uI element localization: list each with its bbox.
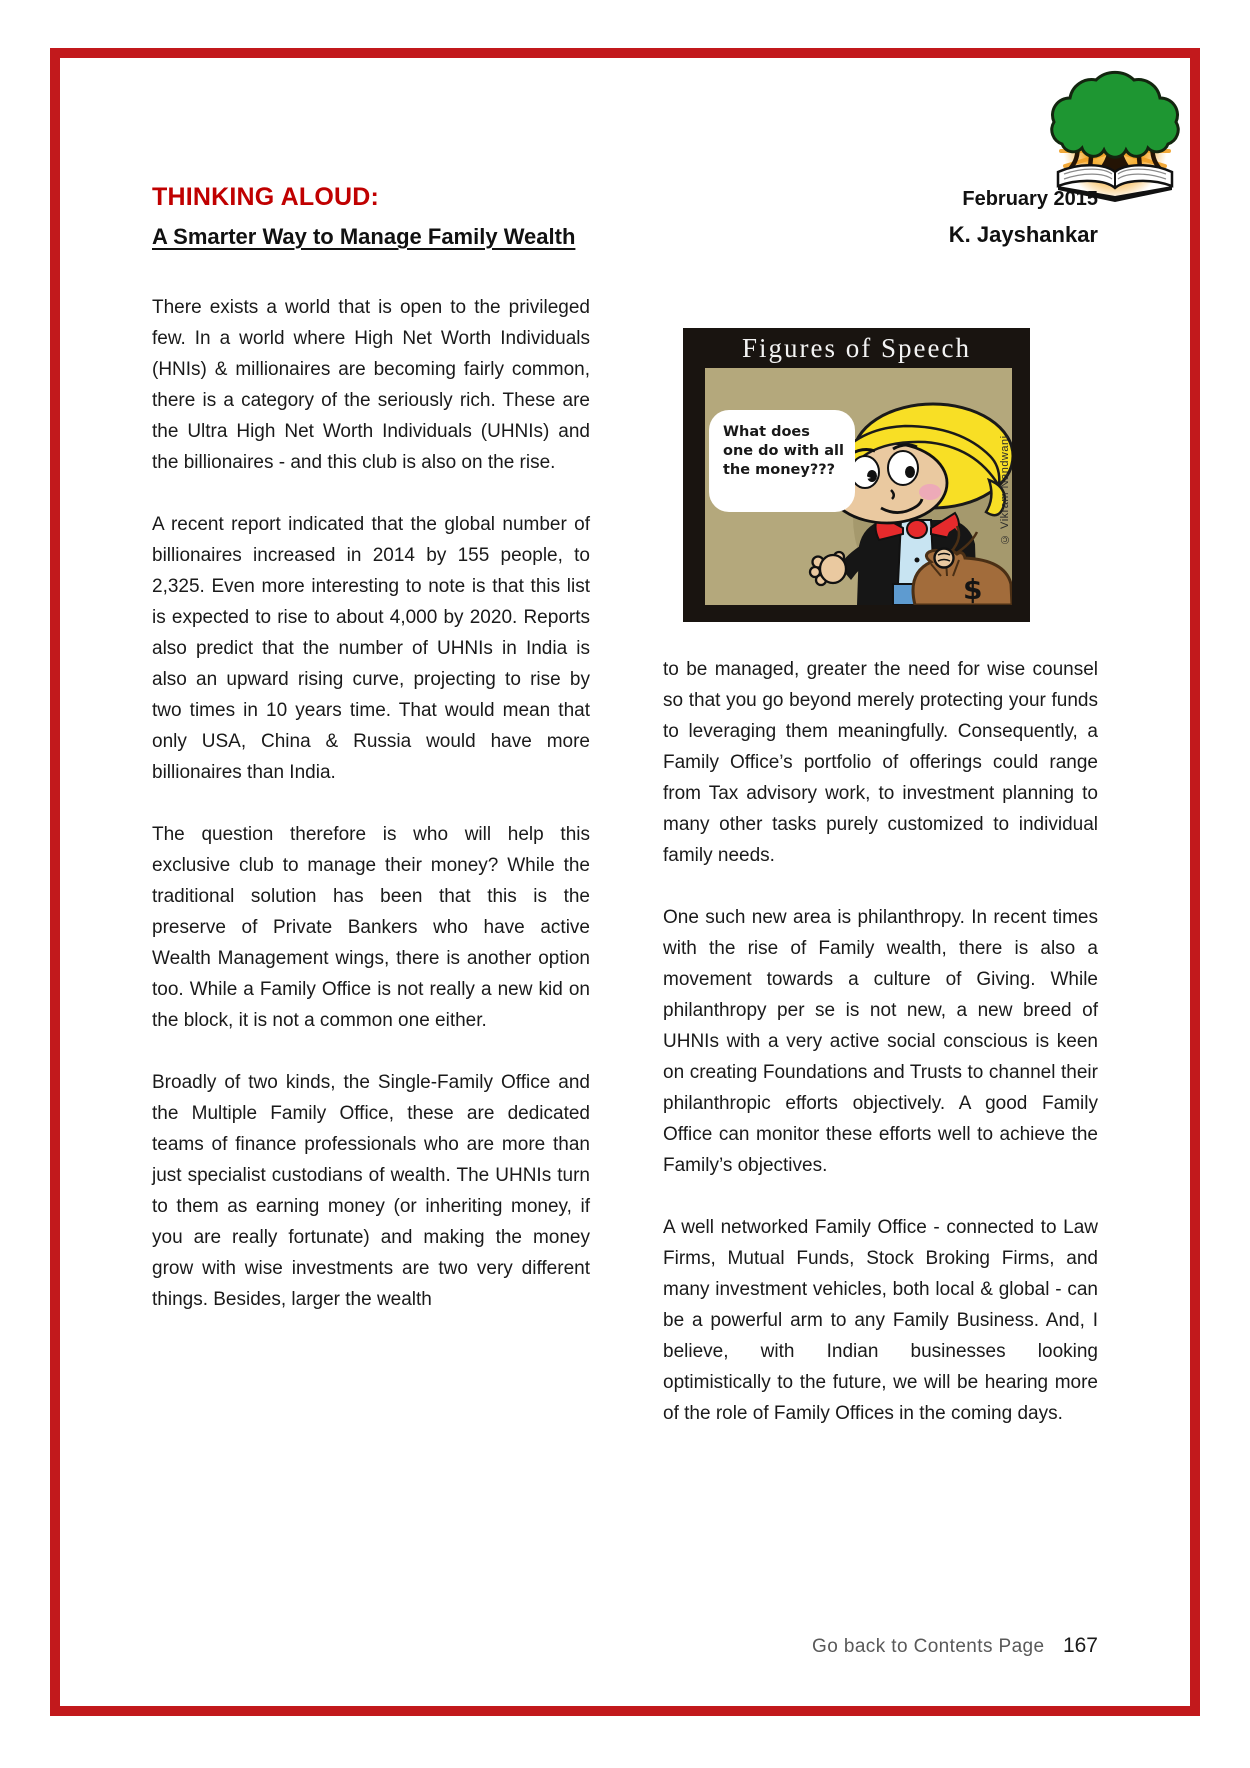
cartoon-credit: © Vikram Nandwani: [999, 435, 1011, 545]
blush: [919, 484, 941, 500]
dollar-sign: $: [963, 573, 983, 605]
article-paragraph: to be managed, greater the need for wise counsel so that you go beyond merely protecting your funds to leveraging them meaningfully. Consequently, a Family Office’s portfolio of offerings could range from Tax advisory work, to investment planning to many other tasks purely customized to individual family needs.: [663, 659, 1098, 866]
article-paragraph: A well networked Family Office - connected to Law Firms, Mutual Funds, Stock Broking Firms, and many investment vehicles, both local & global - can be a powerful arm to any Family Business. And, I believe, with Indian businesses looking optimistically to the future, we will be hearing more of the role of Family Offices in the coming days.: [663, 1217, 1098, 1424]
tree-canopy: [1052, 72, 1178, 157]
article-paragraph: Broadly of two kinds, the Single-Family Office and the Multiple Family Office, these are dedicated teams of finance professionals who are more than just specialist custodians of wealth. The UHNIs turn to them as earning money (or inheriting money, if you are really fortunate) and making the money grow with wise investments are two very different things. Besides, larger the wealth: [152, 1072, 590, 1310]
right-hand: [935, 549, 954, 568]
left-column: [152, 292, 590, 1346]
article-paragraph: One such new area is philanthropy. In recent times with the rise of Family wealth, there is also a movement towards a culture of Giving. While philanthropy per se is not new, a new breed of UHNIs with a very active social conscious is keen on creating Foundations and Trusts to channel their philanthropic efforts objectively. A good Family Office can monitor these efforts well to achieve the Family’s objectives.: [663, 907, 1098, 1176]
cartoon-title: Figures of Speech: [742, 333, 971, 363]
article-paragraph: A recent report indicated that the global number of billionaires increased in 2014 by 155 people, to 2,325. Even more interesting to note is that this list is expected to rise to about 4,000 by 2020. Reports also predict that the number of UHNIs in India is also an upward rising curve, projecting to rise by two times in 10 years time. That would mean that only USA, China & Russia would have more billionaires than India.: [152, 514, 590, 783]
left-hand: [810, 552, 846, 585]
article-paragraph: The question therefore is who will help this exclusive club to manage their money? While the traditional solution has been that this is the preserve of Private Bankers who have active Wealth Management wings, there is another option too. While a Family Office is not really a new kid on the block, it is not a common one either.: [152, 824, 590, 1031]
cartoon-panel: [705, 368, 1012, 605]
article-paragraph: There exists a world that is open to the privileged few. In a world where High Net Worth Individuals (HNIs) & millionaires are becoming fairly common, there is a category of the seriously rich. These are the Ultra High Net Worth Individuals (UHNIs) and the billionaires - and this club is also on the rise.: [152, 297, 590, 473]
tree-book-logo-icon: [1040, 56, 1190, 206]
page-number: 167: [1062, 1634, 1098, 1657]
cartoon-figure: [683, 328, 1030, 622]
article-title: A Smarter Way to Manage Family Wealth: [152, 224, 576, 249]
tree-book-logo-drawing: [1040, 56, 1190, 206]
issue-date: February 2015: [962, 188, 1098, 210]
section-title: THINKING ALOUD:: [152, 183, 380, 211]
right-column: [663, 654, 1098, 1460]
page-footer: [652, 1634, 1098, 1658]
author-name: K. Jayshankar: [948, 222, 1098, 247]
speech-bubble: What does one do with all the money???: [709, 410, 855, 512]
contents-page-link[interactable]: Go back to Contents Page: [812, 1636, 1045, 1657]
